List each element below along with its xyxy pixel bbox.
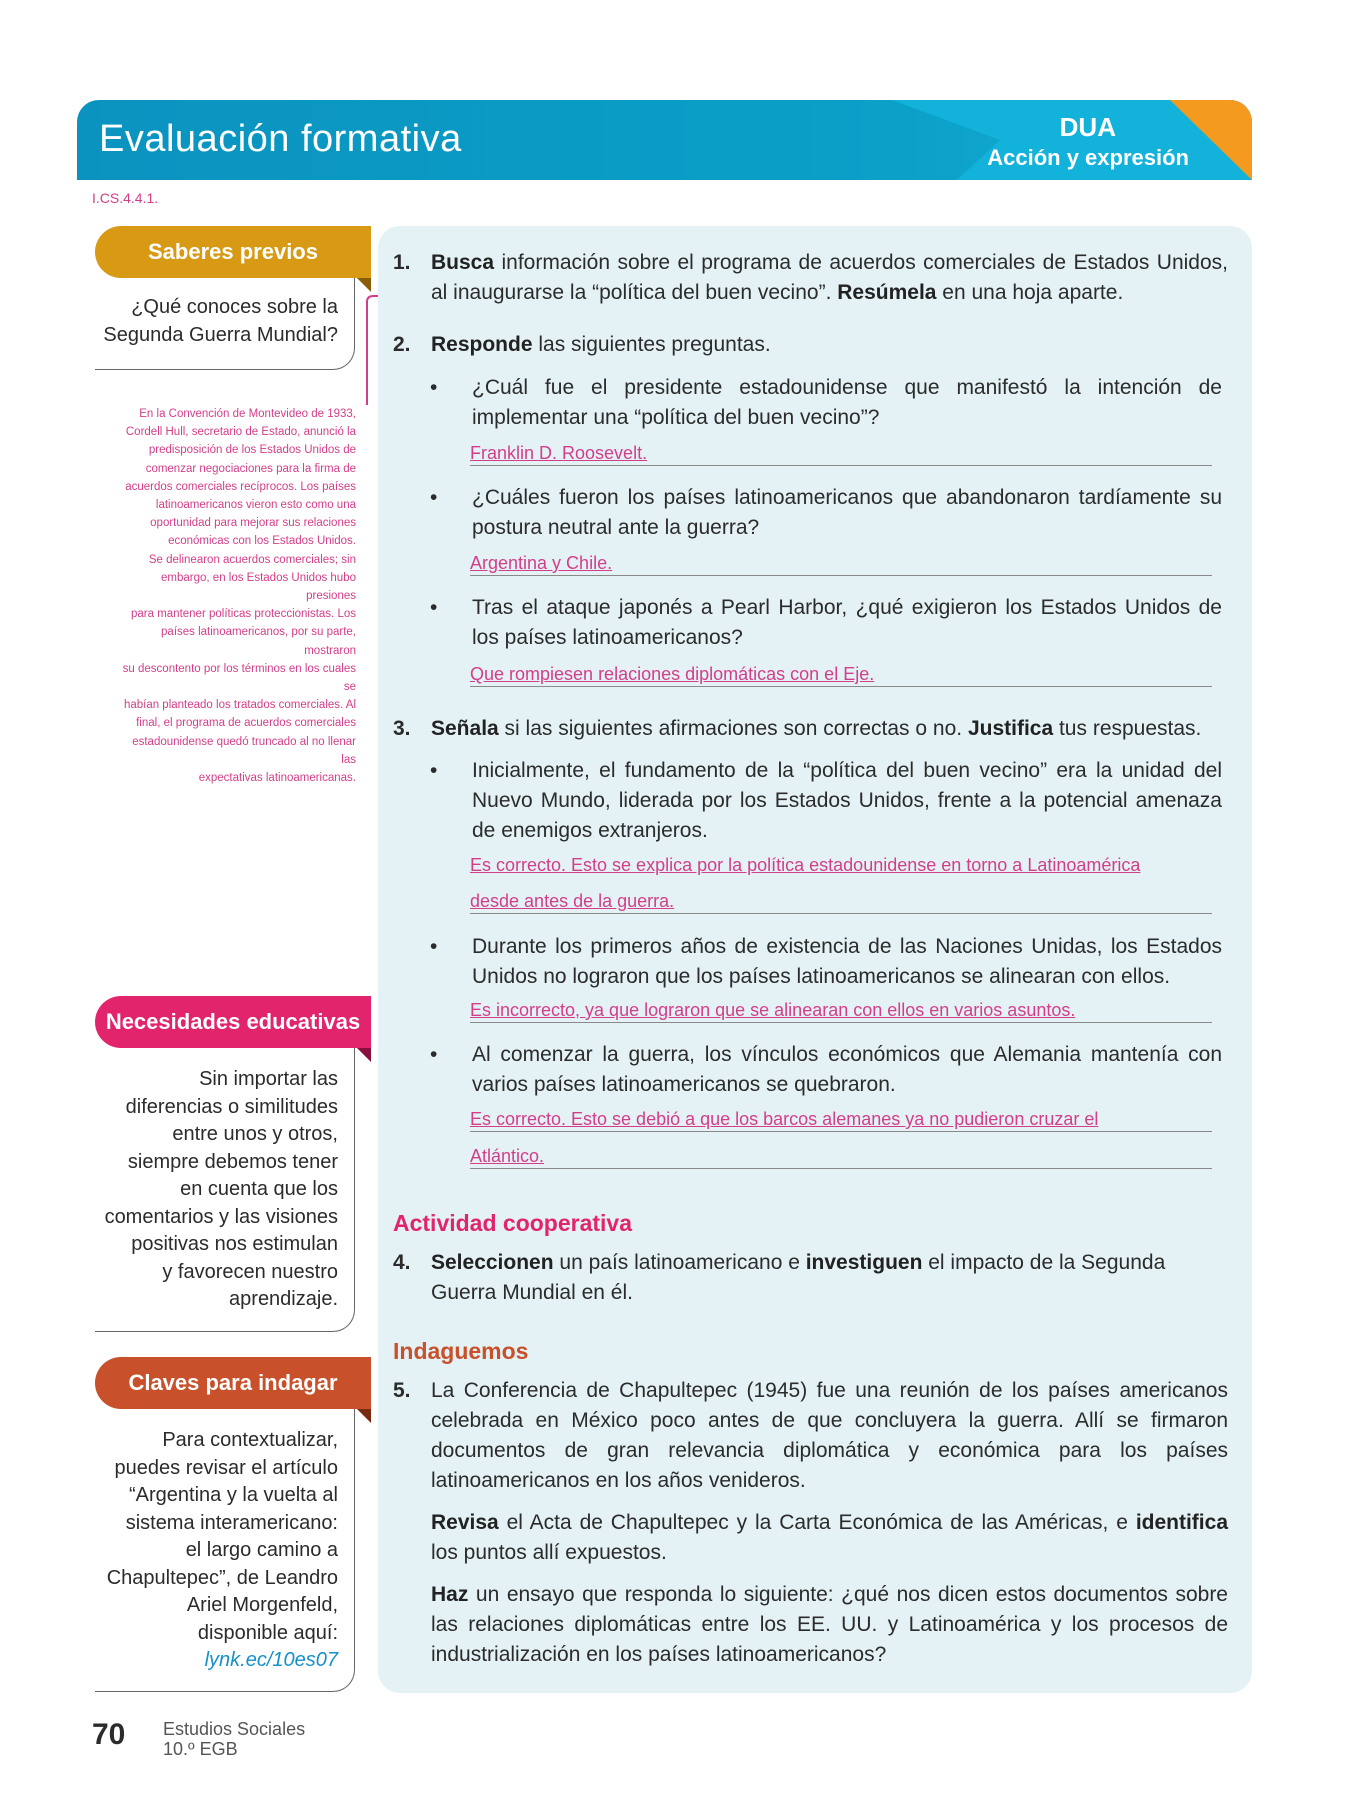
necesidades-line: aprendizaje. [229,1288,338,1310]
claves-para-indagar-tab [95,1357,371,1409]
note-line: habían planteado los tratados comerciales. Al [123,699,356,712]
note-line: Cordell Hull, secretario de Estado, anunció la [125,426,356,439]
note-line: predisposición de los Estados Unidos de [148,444,356,457]
claves-line: “Argentina y la vuelta al [128,1484,338,1506]
question-5 [393,1376,1228,1670]
answer-text: Argentina y Chile. [470,553,613,573]
claves-line: Para contextualizar, [162,1429,338,1451]
necesidades-line: Sin importar las [199,1068,338,1090]
question-verb: Responde [431,333,533,356]
item-text: Tras el ataque japonés a Pearl Harbor, ¿qué exigieron los Estados Unidos de los países latinoamericanos? [472,596,1222,649]
necesidades-line: positivas nos estimulan [131,1233,338,1255]
question-text [431,1508,1228,1568]
note-line: comenzar negociaciones para la firma de [145,462,356,475]
necesidades-educativas-label: Necesidades educativas [105,1009,361,1034]
question-verb: Justifica [967,717,1054,740]
note-line: económicas con los Estados Unidos. [168,535,356,548]
bullet-icon: • [430,486,438,509]
answer-text: desde antes de la guerra. [470,891,675,911]
note-line: estadounidense quedó truncado al no llenar las [132,735,356,766]
claves-line: puedes revisar el artículo [114,1456,338,1479]
note-line: su descontento por los términos en los cuales se [122,662,356,694]
answer-text: Es correcto. Esto se explica por la política estadounidense en torno a Latinoamérica [470,855,1141,875]
bullet-icon: • [430,376,438,399]
answer-text: Es correcto. Esto se debió a que los barcos alemanes ya no pudieron cruzar el [470,1109,1099,1129]
item-text: ¿Cuál fue el presidente estadounidense que manifestó la intención de implementar una “política del buen vecino”? [472,376,1222,429]
answer-text: Atlántico. [470,1146,545,1166]
question-text-part: el impacto de la Segunda Guerra Mundial en él. [431,1251,1166,1304]
question-text: La Conferencia de Chapultepec (1945) fue una reunión de los países americanos celebrada en México poco antes de que concluyera la guerra. Allí se firmaron documentos de gran relevancia diplomática y económica para los países latinoamericanos en los años venideros. [431,1379,1228,1492]
question-text-part: información sobre el programa de acuerdos comerciales de Estados Unidos, al inaugurarse la “política del buen vecino”. [431,251,1228,304]
question-number: 3. [393,717,411,740]
subject-name: Estudios Sociales [163,1719,306,1739]
item-text: Durante los primeros años de existencia de las Naciones Unidas, los Estados Unidos no lograron que los países latinoamericanos se alinearan con ellos. [472,935,1222,988]
question-text [431,330,1228,360]
q3-item [430,756,1222,846]
necesidades-line: en cuenta que los [180,1178,338,1200]
necesidades-line: entre unos y otros, [172,1123,338,1145]
claves-para-indagar-box [95,1409,355,1692]
cooperativa-title: Actividad cooperativa [393,1210,633,1236]
claves-para-indagar-label: Claves para indagar [128,1370,338,1395]
bullet-icon: • [430,935,438,958]
saberes-previos-tab [95,226,371,278]
claves-line: disponible aquí: [197,1621,338,1644]
saberes-question-line: Segunda Guerra Mundial? [103,323,338,346]
question-verb: Señala [431,717,499,740]
indicator-code: I.CS.4.4.1. [92,190,159,206]
footer-subject [163,1719,305,1759]
note-line: En la Convención de Montevideo de 1933, [139,408,356,420]
answer-text: Es incorrecto, ya que lograron que se alinearan con ellos en varios asuntos. [470,1000,1076,1020]
question-4 [393,1248,1228,1308]
answer-line[interactable] [470,551,1212,576]
bullet-icon: • [430,1043,438,1066]
necesidades-line: y favorecen nuestro [162,1260,338,1283]
answer-line[interactable] [470,662,1212,687]
answer-line[interactable] [470,998,1212,1023]
page-title: Evaluación formativa [99,118,462,160]
note-line: embargo, en los Estados Unidos hubo presiones [161,571,356,603]
dua-subtitle: Acción y expresión [987,145,1189,170]
question-verb: Haz [431,1583,469,1606]
note-line: acuerdos comerciales recíprocos. Los países [125,480,356,493]
bullet-icon: • [430,596,438,619]
answer-text: Que rompiesen relaciones diplomáticas con el Eje. [470,664,875,684]
question-text [431,248,1228,308]
question-text-part: los puntos allí expuestos. [431,1541,667,1564]
bullet-icon: • [430,759,438,782]
indaguemos-title: Indaguemos [393,1338,529,1364]
dua-label: DUA [1059,112,1116,142]
necesidades-line: siempre debemos tener [127,1150,338,1173]
question-verb: Resúmela [837,281,937,304]
header-banner [77,100,1252,180]
item-text: ¿Cuáles fueron los países latinoamericanos que abandonaron tardíamente su postura neutral ante la guerra? [472,486,1222,539]
note-line: países latinoamericanos, por su parte, mostraron [161,626,356,657]
question-text-part: si las siguientes afirmaciones son correctas o no. [498,717,968,740]
question-text-part: el Acta de Chapultepec y la Carta Económica de las Américas, e [498,1511,1136,1534]
question-text-part: tus respuestas. [1053,717,1202,740]
q2-item [430,593,1222,653]
question-verb: investiguen [805,1251,923,1274]
q2-item [430,483,1222,543]
q3-item [430,1040,1222,1100]
necesidades-educativas-box [95,1048,355,1332]
question-3 [393,714,1228,744]
question-1 [393,248,1228,308]
question-verb: Seleccionen [431,1251,554,1274]
question-number: 5. [393,1379,411,1402]
answer-text: Franklin D. Roosevelt. [470,443,648,463]
note-line: Se delinearon acuerdos comerciales; sin [148,553,356,566]
question-2 [393,330,1228,360]
necesidades-educativas-tab [95,996,371,1048]
grade-label: 10.º EGB [163,1739,238,1759]
answer-line[interactable] [470,889,1212,914]
question-text [431,714,1228,744]
note-line: oportunidad para mejorar sus relaciones [150,517,356,530]
question-text-part: un ensayo que responda lo siguiente: ¿qué nos dicen estos documentos sobre las relaciones diplomáticas entre los EE. UU. y Latinoamérica y los procesos de industrialización en los países latinoamericanos? [431,1583,1228,1666]
answer-line[interactable] [470,1107,1212,1132]
claves-link[interactable]: lynk.ec/10es07 [204,1649,338,1671]
question-number: 4. [393,1251,411,1274]
question-verb: identifica [1135,1511,1228,1534]
answer-line[interactable] [470,1144,1212,1169]
saberes-previos-label: Saberes previos [148,239,318,264]
question-text-part: las siguientes preguntas. [532,333,771,356]
claves-line: sistema interamericano: [125,1511,338,1534]
necesidades-line: comentarios y las visiones [104,1205,338,1228]
answer-line[interactable] [470,853,1212,877]
item-text: Inicialmente, el fundamento de la “política del buen vecino” era la unidad del Nuevo Mundo, liderada por los Estados Unidos, frente a la potencial amenaza de enemigos extranjeros. [472,759,1222,842]
claves-line: el largo camino a [185,1539,338,1561]
page-number: 70 [92,1718,126,1751]
claves-line: Ariel Morgenfeld, [186,1594,338,1616]
question-text [431,1580,1228,1670]
saberes-question-line: ¿Qué conoces sobre la [131,296,338,318]
question-text-part: en una hoja aparte. [936,281,1124,304]
question-number: 1. [393,251,411,274]
saberes-previos-box [95,278,355,370]
note-line: para mantener políticas proteccionistas. Los [130,608,356,621]
q3-item [430,932,1222,992]
note-line: expectativas latinoamericanas. [198,772,356,785]
question-verb: Busca [431,251,495,274]
necesidades-line: diferencias o similitudes [125,1095,338,1118]
question-text [431,1248,1228,1308]
answer-line[interactable] [470,441,1212,466]
question-number: 2. [393,333,411,356]
note-line: final, el programa de acuerdos comerciales [136,717,356,730]
claves-line: Chapultepec”, de Leandro [106,1566,338,1589]
note-line: latinoamericanos vieron esto como una [155,499,356,512]
q2-item [430,373,1222,433]
saberes-note [120,405,356,787]
question-text-part: un país latinoamericano e [553,1251,806,1274]
question-verb: Revisa [431,1511,499,1534]
item-text: Al comenzar la guerra, los vínculos económicos que Alemania mantenía con varios países latinoamericanos se quebraron. [472,1043,1222,1096]
